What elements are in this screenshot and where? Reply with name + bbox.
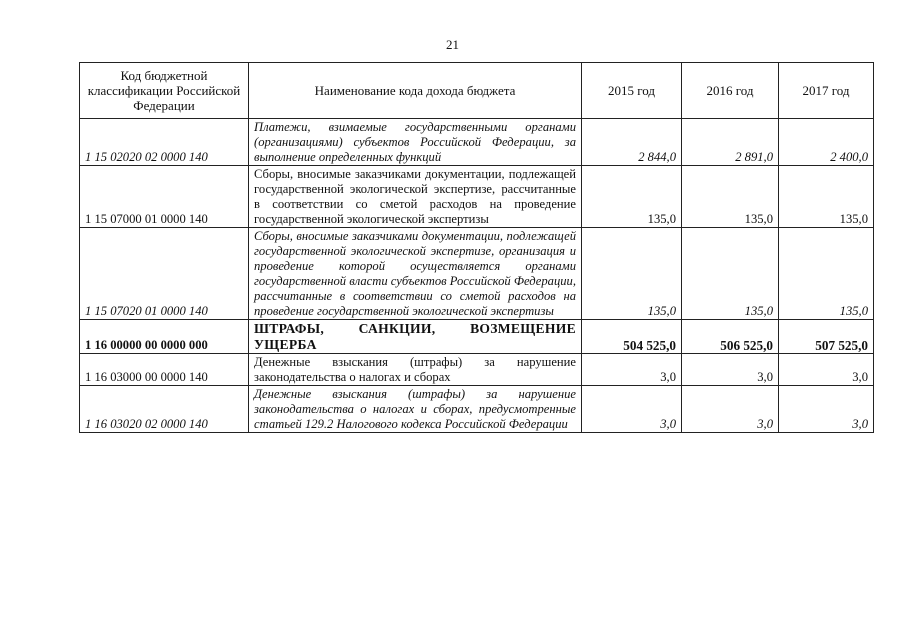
row-value-2016: 2 891,0 <box>682 119 779 166</box>
row-value-2017: 3,0 <box>779 386 874 433</box>
table-row <box>80 228 874 320</box>
budget-revenue-table <box>79 62 874 433</box>
row-value-2015: 135,0 <box>582 166 682 228</box>
header-2015: 2015 год <box>582 63 682 119</box>
table-row <box>80 354 874 386</box>
row-name: Денежные взыскания (штрафы) за нарушение законодательства о налогах и сборах, предусмотренные статьей 129.2 Налогового кодекса Российской Федерации <box>249 386 582 433</box>
row-name: Сборы, вносимые заказчиками документации, подлежащей государственной экологической экспертизе, рассчитанные в соответствии со сметой расходов на проведение государственной экологической экспертизы <box>249 166 582 228</box>
row-value-2017: 135,0 <box>779 166 874 228</box>
row-code: 1 15 02020 02 0000 140 <box>80 119 249 166</box>
row-value-2015: 2 844,0 <box>582 119 682 166</box>
row-value-2015: 135,0 <box>582 228 682 320</box>
row-value-2017: 2 400,0 <box>779 119 874 166</box>
row-name: Платежи, взимаемые государственными органами (организациями) субъектов Российской Федерации, за выполнение определенных функций <box>249 119 582 166</box>
row-code: 1 16 03000 00 0000 140 <box>80 354 249 386</box>
row-code: 1 15 07020 01 0000 140 <box>80 228 249 320</box>
row-value-2017: 507 525,0 <box>779 320 874 354</box>
row-value-2015: 504 525,0 <box>582 320 682 354</box>
header-2016: 2016 год <box>682 63 779 119</box>
header-name: Наименование кода дохода бюджета <box>249 63 582 119</box>
table-header-row <box>80 63 874 119</box>
table-row <box>80 320 874 354</box>
row-code: 1 16 03020 02 0000 140 <box>80 386 249 433</box>
row-name: Денежные взыскания (штрафы) за нарушение законодательства о налогах и сборах <box>249 354 582 386</box>
row-code: 1 16 00000 00 0000 000 <box>80 320 249 354</box>
row-code: 1 15 07000 01 0000 140 <box>80 166 249 228</box>
row-value-2016: 135,0 <box>682 166 779 228</box>
row-value-2015: 3,0 <box>582 354 682 386</box>
table-row <box>80 166 874 228</box>
table-row <box>80 386 874 433</box>
header-code: Код бюджетной классификации Российской Федерации <box>80 63 249 119</box>
row-value-2017: 3,0 <box>779 354 874 386</box>
table-body <box>80 119 874 433</box>
page-number: 21 <box>446 37 459 52</box>
row-value-2016: 506 525,0 <box>682 320 779 354</box>
table-row <box>80 119 874 166</box>
row-name: ШТРАФЫ, САНКЦИИ, ВОЗМЕЩЕНИЕ УЩЕРБА <box>249 320 582 354</box>
row-name: Сборы, вносимые заказчиками документации, подлежащей государственной экологической экспертизе, организация и проведение которой осуществляется органами государственной власти субъектов Российской Федерации, рассчитанные в соответствии со сметой расходов на проведение государственной экологической экспертизы <box>249 228 582 320</box>
row-value-2017: 135,0 <box>779 228 874 320</box>
row-value-2016: 135,0 <box>682 228 779 320</box>
header-2017: 2017 год <box>779 63 874 119</box>
row-value-2015: 3,0 <box>582 386 682 433</box>
row-value-2016: 3,0 <box>682 386 779 433</box>
row-value-2016: 3,0 <box>682 354 779 386</box>
